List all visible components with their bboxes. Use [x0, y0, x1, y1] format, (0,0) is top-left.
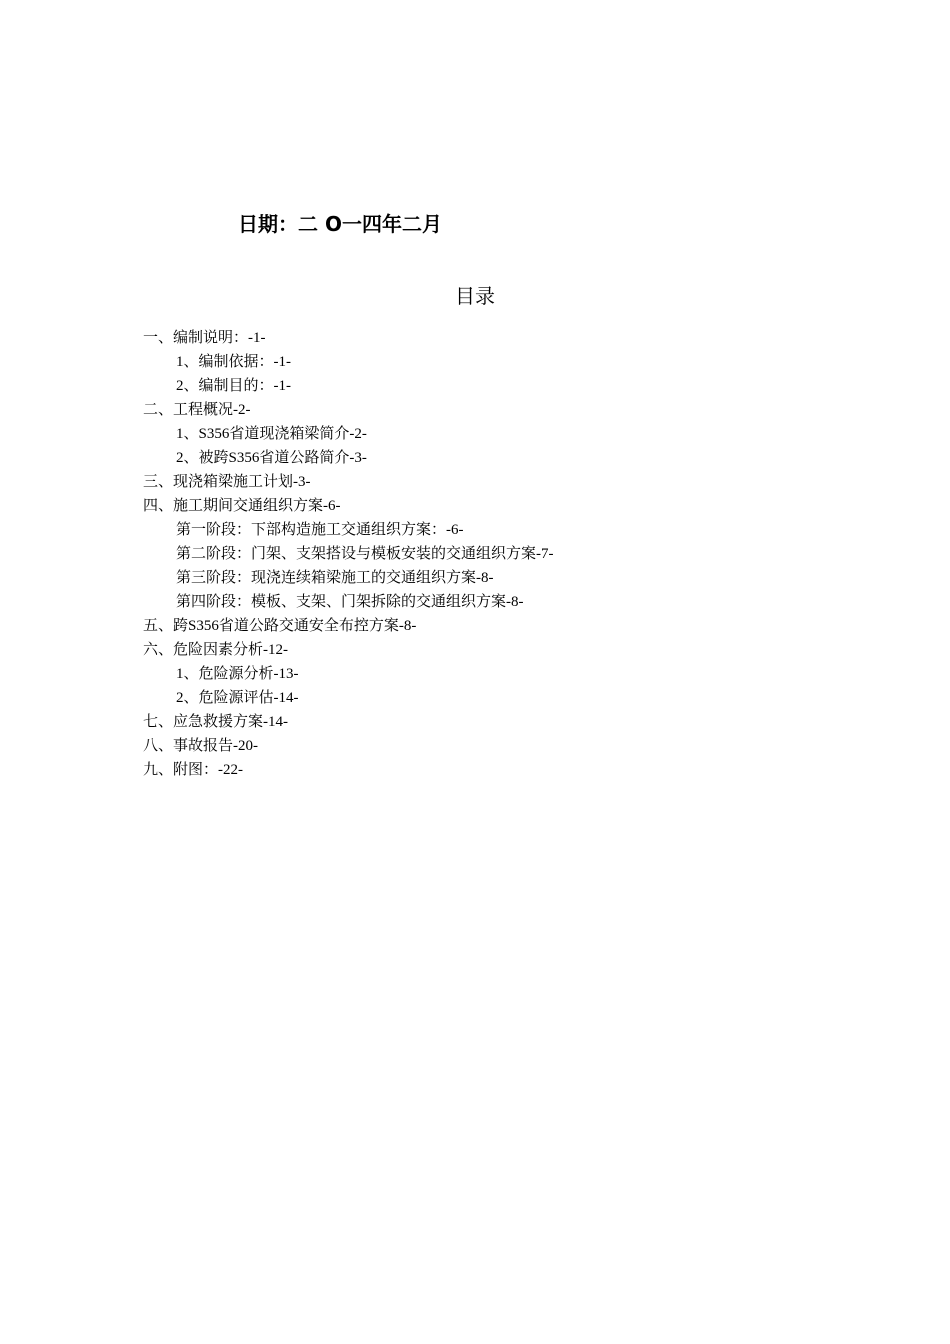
toc-item-2-2[interactable]: 2、被跨S356省道公路简介-3- [176, 450, 367, 466]
toc-item-9[interactable]: 九、附图：-22- [143, 762, 243, 778]
table-of-contents [143, 326, 843, 782]
toc-item-3[interactable]: 三、现浇箱梁施工计划-3- [143, 474, 311, 490]
toc-item-2-1[interactable]: 1、S356省道现浇箱梁简介-2- [176, 426, 367, 442]
toc-item-6-1[interactable]: 1、危险源分析-13- [176, 666, 299, 682]
toc-item-4-2[interactable]: 第二阶段：门架、支架搭设与模板安装的交通组织方案-7- [176, 546, 554, 562]
toc-item-1-1[interactable]: 1、编制依据：-1- [176, 354, 291, 370]
toc-item-6-2[interactable]: 2、危险源评估-14- [176, 690, 299, 706]
toc-title: 目录 [455, 284, 495, 308]
toc-item-2[interactable]: 二、工程概况-2- [143, 402, 251, 418]
toc-item-4-1[interactable]: 第一阶段：下部构造施工交通组织方案：-6- [176, 522, 464, 538]
document-date: 日期：二 O一四年二月 [238, 212, 442, 236]
toc-item-7[interactable]: 七、应急救援方案-14- [143, 714, 288, 730]
toc-item-1-2[interactable]: 2、编制目的：-1- [176, 378, 291, 394]
toc-item-4-4[interactable]: 第四阶段：模板、支架、门架拆除的交通组织方案-8- [176, 594, 524, 610]
toc-item-1[interactable]: 一、编制说明：-1- [143, 330, 266, 346]
toc-item-8[interactable]: 八、事故报告-20- [143, 738, 258, 754]
toc-item-6[interactable]: 六、危险因素分析-12- [143, 642, 288, 658]
toc-item-4[interactable]: 四、施工期间交通组织方案-6- [143, 498, 341, 514]
toc-item-5[interactable]: 五、跨S356省道公路交通安全布控方案-8- [143, 618, 417, 634]
toc-item-4-3[interactable]: 第三阶段：现浇连续箱梁施工的交通组织方案-8- [176, 570, 494, 586]
